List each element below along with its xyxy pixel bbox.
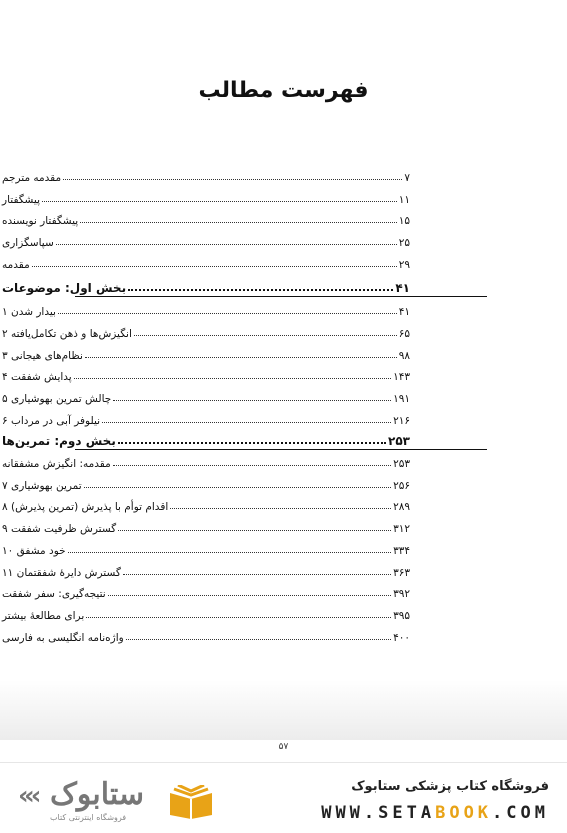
store-logo[interactable] [18, 777, 218, 823]
toc-entry-label: مقدمه مترجم [2, 172, 62, 184]
dot-leader [118, 529, 391, 531]
store-title: فروشگاه کتاب پزشکی ستابوک [351, 779, 549, 794]
toc-entry-label: ۱۱ گسترش دایرهٔ شفقتمان [2, 566, 121, 579]
toc-entry-label: ۸ اقدام توأم با پذیرش (تمرین پذیرش) [2, 501, 169, 514]
toc-entry-label: مقدمه: انگیزش مشفقانه [2, 458, 111, 470]
section-divider [75, 449, 487, 450]
section-divider [75, 296, 487, 297]
toc-entry [0, 188, 412, 206]
toc-entry [0, 495, 412, 513]
dot-leader [126, 638, 391, 640]
section-heading-label: بخش اول: موضوعات [2, 281, 127, 295]
toc-entry-page: ۲۵۶ [393, 479, 410, 492]
dot-leader [134, 334, 397, 336]
toc-entry-label: ۵ چالش تمرین بهوشیاری [2, 393, 112, 406]
toc-entry-page: ۳۹۲ [393, 588, 410, 601]
toc-section-heading [0, 277, 412, 295]
toc-entry-page: ۲۹ [398, 258, 410, 271]
dot-leader [118, 441, 386, 444]
toc-entry [0, 166, 412, 184]
toc-entry [0, 604, 412, 622]
toc-entry-label: ۱ بیدار شدن [2, 306, 56, 318]
dot-leader [128, 288, 393, 291]
toc-entry-page: ۲۸۹ [393, 501, 410, 514]
store-url[interactable] [321, 803, 549, 823]
toc-entry [0, 539, 412, 557]
dot-leader [74, 377, 391, 379]
toc-entry-label: برای مطالعهٔ بیشتر [2, 609, 85, 622]
section-page-number: ۲۵۳ [388, 434, 410, 448]
url-prefix: WWW.SETA [321, 803, 436, 823]
open-book-icon [168, 785, 214, 819]
toc-entry-page: ۱۱ [398, 193, 410, 206]
toc-entry-page: ۳۳۴ [393, 544, 410, 557]
toc-entry-label: ۴ پدایش شفقت [2, 371, 72, 384]
dot-leader [56, 243, 397, 245]
toc-entry-page: ۱۵ [398, 215, 410, 228]
dot-leader [123, 573, 391, 575]
page-title: فهرست مطالب [198, 78, 369, 103]
dot-leader [113, 464, 391, 466]
toc-entry [0, 517, 412, 535]
dot-leader [86, 616, 391, 618]
toc-entry-label: ۳ نظام‌های هیجانی [2, 349, 83, 362]
toc-entry-page: ۲۵ [398, 237, 410, 250]
toc-entry-label: پیشگفتار نویسنده [2, 215, 79, 228]
toc-entry-page: ۴۱ [398, 306, 410, 318]
toc-entry-page: ۴۰۰ [393, 631, 410, 644]
toc-entry-page: ۹۸ [398, 349, 410, 362]
toc-entry [0, 253, 412, 271]
dot-leader [68, 551, 391, 553]
dot-leader [58, 312, 397, 314]
dot-leader [85, 356, 397, 358]
chevrons-icon: «‹ [18, 781, 38, 811]
toc-entry [0, 322, 412, 340]
toc-entry [0, 582, 412, 600]
toc-entry [0, 209, 412, 227]
toc-entry-label: ۷ تمرین بهوشیاری [2, 479, 82, 492]
dot-leader [170, 507, 391, 509]
dot-leader [63, 178, 402, 180]
toc-entry-label: ۲ انگیزش‌ها و ذهن تکامل‌یافته [2, 327, 132, 340]
toc-entry [0, 344, 412, 362]
logo-subtitle: فروشگاه اینترنتی کتاب [50, 813, 127, 822]
section-heading-label: بخش دوم: تمرین‌ها [2, 434, 116, 448]
toc-entry-label: ۶ نیلوفر آبی در مرداب [2, 415, 101, 427]
dot-leader [108, 594, 391, 596]
toc-section-heading [0, 430, 412, 448]
toc-entry-page: ۱۴۳ [393, 371, 410, 384]
toc-entry-page: ۳۶۳ [393, 566, 410, 579]
section-page-number: ۴۱ [395, 281, 410, 295]
toc-entry-label: مقدمه [2, 258, 30, 271]
toc-entry-label: نتیجه‌گیری: سفر شفقت [2, 588, 106, 601]
dot-leader [42, 200, 397, 202]
toc-entry-label: سپاسگزاری [2, 237, 54, 250]
store-banner [0, 762, 567, 833]
toc-entry [0, 452, 412, 470]
toc-entry [0, 387, 412, 405]
dot-leader [84, 486, 391, 488]
dot-leader [113, 399, 391, 401]
toc-entry-page: ۷ [404, 172, 410, 184]
toc-entry-page: ۲۵۳ [393, 458, 410, 470]
toc-entry-page: ۳۱۲ [393, 523, 410, 536]
dot-leader [80, 221, 397, 223]
url-accent: BOOK [435, 803, 493, 823]
toc-entry-label: پیشگفتار [2, 193, 41, 206]
logo-text: ستابوک [50, 777, 145, 812]
toc-entry [0, 409, 412, 427]
toc-entry-page: ۳۹۵ [393, 609, 410, 622]
toc-entry [0, 474, 412, 492]
page-number: ۵۷ [278, 742, 289, 752]
url-suffix: .COM [492, 803, 549, 823]
toc-entry [0, 300, 412, 318]
toc-entry-page: ۲۱۶ [393, 415, 410, 427]
dot-leader [102, 421, 391, 423]
toc-entry [0, 626, 412, 644]
toc-entry-page: ۶۵ [398, 327, 410, 340]
toc-entry [0, 365, 412, 383]
dot-leader [32, 265, 397, 267]
toc-entry-label: ۱۰ خود مشفق [2, 544, 66, 557]
toc-entry-label: ۹ گسترش ظرفیت شفقت [2, 523, 117, 536]
toc-entry-page: ۱۹۱ [393, 393, 410, 406]
toc-entry [0, 561, 412, 579]
toc-entry [0, 231, 412, 249]
toc-entry-label: واژه‌نامه انگلیسی به فارسی [2, 631, 124, 644]
